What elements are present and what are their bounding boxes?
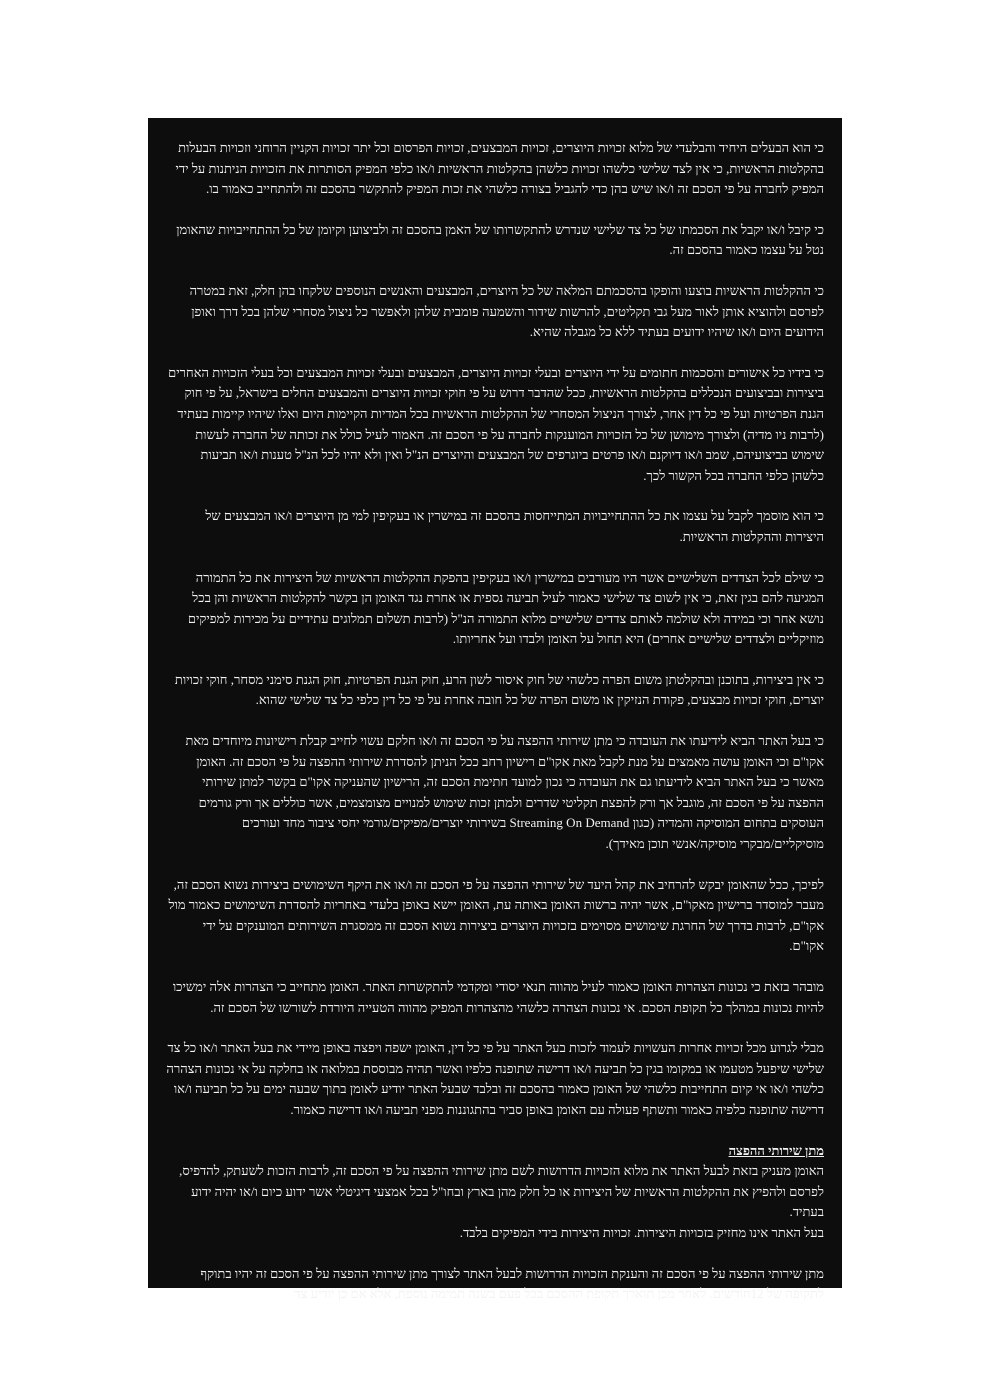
paragraph-1: כי הוא הבעלים היחיד והבלעדי של מלוא זכויות היוצרים, זכויות המבצעים, זכויות הפרסום וכל יתר זכויות הקניין הרוחני וזכויות הבעלות בהקלטות הראשיות, כי אין לצד שלישי כלשהו זכויות כלשהן בהקלטות הראשיות ו/או כלפי המפיק הסותרות את הזכויות הניתנות על ידי המפיק לחברה על פי הסכם זה ו/או שיש בהן כדי להגביל בצורה כלשהי את זכות המפיק להתקשר בהסכם זה ולהתחייב כאמור בו. <box>175 140 824 197</box>
document-page <box>148 118 842 1302</box>
paragraph-10: מובהר בזאת כי נכונות הצהרות האומן כאמור לעיל מהווה תנאי יסודי ומקדמי להתקשרות האתר. האומן מתחייב כי הצהרות אלה ימשיכו להיות נכונות במהלך כל תקופת הסכם. אי נכונות הצהרה כלשהי מהצהרות המפיק מהווה הטעייה היורדת לשורשו של הסכם זה. <box>172 979 824 1015</box>
document-content <box>148 118 842 1305</box>
paragraph-8: כי בעל האתר הביא לידיעתו את העובדה כי מתן שירותי ההפצה על פי הסכם זה ו/או חלקם עשוי לחייב קבלת רישיונות מיוחדים מאת אקו"ם וכי האומן עושה מאמצים על מנת לקבל מאת אקו"ם רישיון רחב ככל הניתן להסדרת שירותי ההפצה על פי הסכם זה. האומן מאשר כי בעל האתר הביא לידיעתו גם את העובדה כי נכון למועד חתימת הסכם זה, הרישיון שהעניקה אקו"ם בקשר למתן שירותי ההפצה על פי הסכם זה, מוגבל אך ורק להפצת תקליטי שדרים ולמתן זכות שימוש למנויים מצומצמים, אשר כוללים אך ורק גורמים העוסקים בתחום המוסיקה והמדיה (כגון Streaming On Demand בשירותי יוצרים/מפיקים/גורמי יחסי ציבור מחד ועורכים מוסיקליים/מבקרי מוסיקה/אנשי תוכן מאידך). <box>185 733 824 852</box>
paragraph-11: מבלי לגרוע מכל זכויות אחרות העשויות לעמוד לזכות בעל האתר על פי כל דין, האומן ישפה ויפצה באופן מיידי את בעל האתר ו/או כל צד שלישי שיפעל מטעמו או במקומו בגין כל תביעה ו/או דרישה שתופנה כלפיו ואשר תהיה מבוססת במלואה או בחלקה על אי נכונות הצהרה כלשהי ו/או אי קיום התחייבות כלשהי של האומן כאמור בהסכם זה ובלבד שבעל האתר יודיע לאומן בתוך שבעה ימים על כל תביעה ו/או דרישה שתופנה כלפיה כאמור ותשתף פעולה עם האומן באופן סביר בהתגוננות מפני תביעה ו/או דרישה כאמור. <box>166 1040 824 1117</box>
section-title: מתן שירותי ההפצה <box>728 1142 824 1158</box>
paragraph-7: כי אין ביצירות, בתוכנן ובהקלטתן משום הפרה כלשהי של חוק איסור לשון הרע, חוק הגנת הפרטיות, חוק הגנת סימני מסחר, חוקי זכויות יוצרים, חוקי זכויות מבצעים, פקודת הנזיקין או משום הפרה של כל חובה אחרת על פי כל דין כלפי כל צד שלישי שהוא. <box>174 671 824 708</box>
paragraph-4: כי בידיו כל אישורים והסכמות חתומים על ידי היוצרים ובעלי זכויות היוצרים, המבצעים ובעלי זכויות המבצעים וכל בעלי הזכויות האחרים ביצירות ובביצועים הנכללים בהקלטות הראשיות, ככל שהדבר דרוש על פי חוקי זכויות היוצרים והמבצעים החלים בישראל, על פי חוק הגנת הפרטיות ועל פי כל דין אחר, לצורך הניצול המסחרי של ההקלטות הראשיות בכל המדיות הקיימות היום ואלו שיהיו קיימות בעתיד (לרבות ניו מדיה) ולצורך מימושן של כל הזכויות המוענקות לחברה על פי הסכם זה. האמור לעיל כולל את זכותה של החברה לעשות שימוש בביצועיהם, שמב ו/או דיוקנם ו/או פרטים ביוגרפים של המבצעים והיוצרים הנ"ל ואין ולא יהיו לכל הנ"ל טענות ו/או תביעות כלשהן כלפי החברה בכל הקשור לכך. <box>168 364 824 483</box>
paragraph-final: מתן שירותי ההפצה על פי הסכם זה והענקת הזכויות הדרושות לבעל האתר לצורך מתן שירותי ההפצה על פי הסכם זה יהיו בתוקף לתקופה של 12חודשים. לאחר מכן תוארך תקופת ההסכם בכל פעם בשנה תמימה נוספת, אלא אם כן יודיע צד <box>200 1265 824 1302</box>
paragraph-9: לפיכך, ככל שהאומן יבקש להרחיב את קהל היעד של שירותי ההפצה על פי הסכם זה ו/או את היקף השימושים ביצירות נשוא הסכם זה, מעבר למוסדר ברישיון מאקו"ם, אשר יהיה ברשות האומן באותה עת, האומן יישא באופן בלעדי באחריות להסדרת השימושים כאמור מול אקו"ם, לרבות בדרך של החרגת שימושים מסוימים בזכויות היוצרים ביצירות נשוא הסכם זה ממסגרת השירותים המוענקים על ידי אקו"ם. <box>168 876 824 954</box>
section-line-2: בעל האתר אינו מחזיק בזכויות היצירות. זכויות היצירות בידי המפיקים בלבד. <box>459 1224 824 1240</box>
paragraph-2: כי קיבל ו/או יקבל את הסכמתו של כל צד שלישי שנדרש להתקשרותו של האמן בהסכם זה ולביצוען וקיומן של כל ההתחייבויות שהאומן נטל על עצמו כאמור בהסכם זה. <box>176 221 824 258</box>
paragraph-6: כי שילם לכל הצדדים השלישיים אשר היו מעורבים במישרין ו/או בעקיפין בהפקת ההקלטות הראשיות של היצירות את כל התמורה המגיעה להם בגין זאת, כי אין לשום צד שלישי כאמור לעיל תביעה נספית או אחרת נגד האומן הן בקשר להקלטות הראשיות והן בכל נושא אחר וכי במידה ולא שולמה לאותם צדדים שלישיים מלוא התמורה הנ"ל (לרבות תשלום תמלוגים עתידיים על מכירות למפיקים מוזיקליים ולצדדים שלישיים אחרים) היא תחול על האומן ולבדו ועל אחריותו. <box>187 569 824 647</box>
section-line-1: האומן מעניק בזאת לבעל האתר את מלוא הזכויות הדרושות לשם מתן שירותי ההפצה על פי הסכם זה, לרבות הזכות לשעתק, להדפיס, לפרסם ולהפיץ את ההקלטות הראשיות של היצירות או כל חלק מהן בארץ ובחו"ל בכל אמצעי דיגיטלי אשר ידוע כיום ו/או יהיה ידוע בעתיד. <box>179 1163 824 1220</box>
paragraph-5: כי הוא מוסמך לקבל על עצמו את כל ההתחייבויות המתייחסות בהסכם זה במישרין או בעקיפין למי מן היוצרים ו/או המבצעים של היצירות וההקלטות הראשיות. <box>205 508 824 544</box>
paragraph-3: כי ההקלטות הראשיות בוצעו והופקו בהסכמתם המלאה של כל היוצרים, המבצעים והאנשים הנוספים שלקחו בהן חלק, זאת במטרה לפרסם ולהוציא אותן לאור מעל גבי תקליטים, להרשות שידור והשמעה פומבית שלהן ולאפשר כל ניצול מסחרי שלהן בכל דרך ואופן הידועים היום ו/או שיהיו ידועים בעתיד ללא כל מגבלה שהיא. <box>189 282 824 340</box>
